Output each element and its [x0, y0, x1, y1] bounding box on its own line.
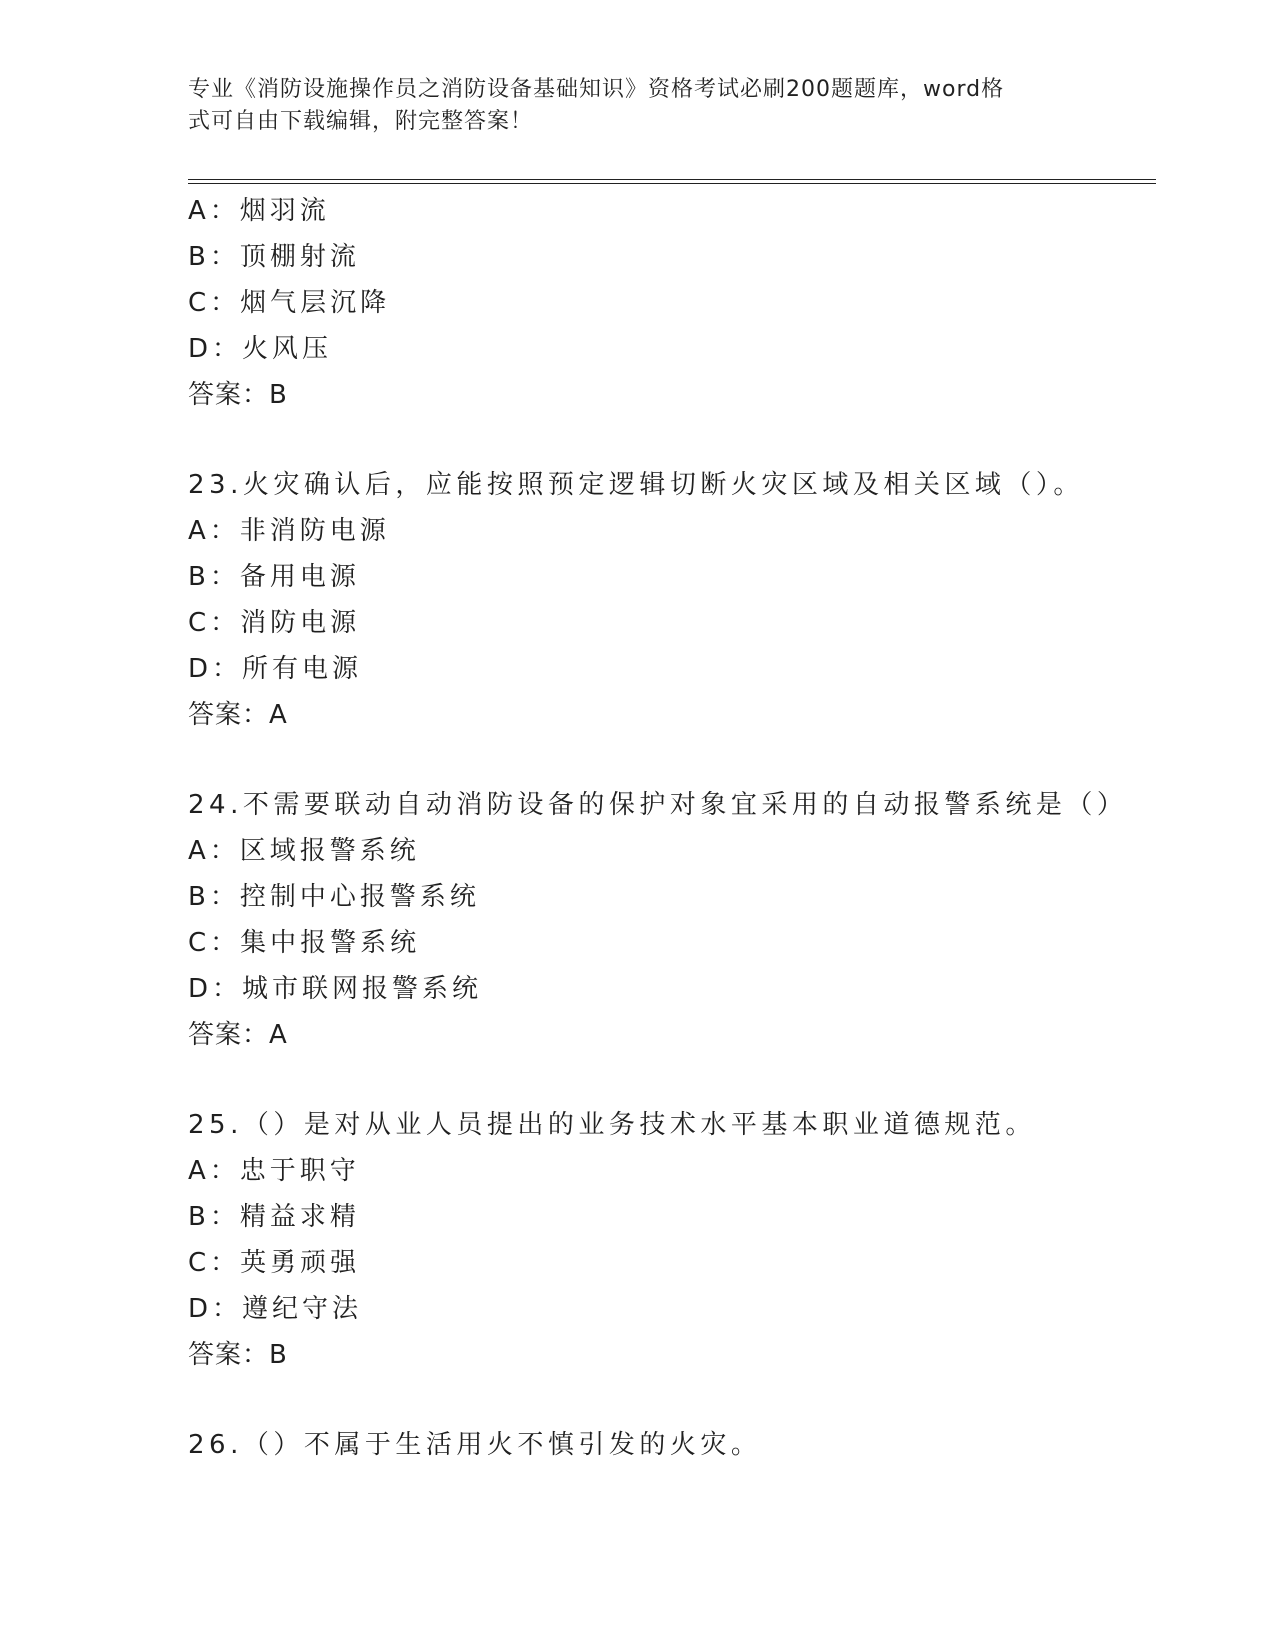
option-c: C：烟气层沉降	[188, 288, 391, 318]
option-d: D：城市联网报警系统	[188, 974, 483, 1004]
option-d: D：所有电源	[188, 654, 363, 684]
question-stem: 25.（）是对从业人员提出的业务技术水平基本职业道德规范。	[188, 1110, 1036, 1140]
question-stem: 24.不需要联动自动消防设备的保护对象宜采用的自动报警系统是（）	[188, 790, 1128, 820]
answer-line: 答案：B	[188, 380, 288, 410]
header-divider-top	[188, 179, 1156, 180]
question-stem: 26.（）不属于生活用火不慎引发的火灾。	[188, 1430, 762, 1460]
option-b: B：精益求精	[188, 1202, 360, 1232]
option-b: B：控制中心报警系统	[188, 882, 480, 912]
question-block-25	[188, 1102, 1148, 1378]
option-b: B：顶棚射流	[188, 242, 360, 272]
question-list	[188, 188, 1148, 1468]
document-header	[188, 74, 1088, 138]
answer-line: 答案：B	[188, 1340, 288, 1370]
option-b: B：备用电源	[188, 562, 360, 592]
question-block-23	[188, 462, 1148, 738]
header-line-1: 专业《消防设施操作员之消防设备基础知识》资格考试必刷200题题库，word格	[188, 77, 1005, 102]
option-a: A：非消防电源	[188, 516, 390, 546]
option-a: A：烟羽流	[188, 196, 330, 226]
option-a: A：忠于职守	[188, 1156, 360, 1186]
option-c: C：英勇顽强	[188, 1248, 361, 1278]
option-c: C：集中报警系统	[188, 928, 421, 958]
option-a: A：区域报警系统	[188, 836, 420, 866]
header-divider-bottom	[188, 183, 1156, 184]
option-d: D：遵纪守法	[188, 1294, 363, 1324]
question-block-22	[188, 188, 1148, 418]
question-block-26	[188, 1422, 1148, 1468]
answer-line: 答案：A	[188, 1020, 288, 1050]
header-line-2: 式可自由下载编辑，附完整答案！	[188, 109, 534, 134]
question-stem: 23.火灾确认后，应能按照预定逻辑切断火灾区域及相关区域（）。	[188, 470, 1084, 500]
answer-line: 答案：A	[188, 700, 288, 730]
option-d: D：火风压	[188, 334, 333, 364]
option-c: C：消防电源	[188, 608, 361, 638]
question-block-24	[188, 782, 1148, 1058]
